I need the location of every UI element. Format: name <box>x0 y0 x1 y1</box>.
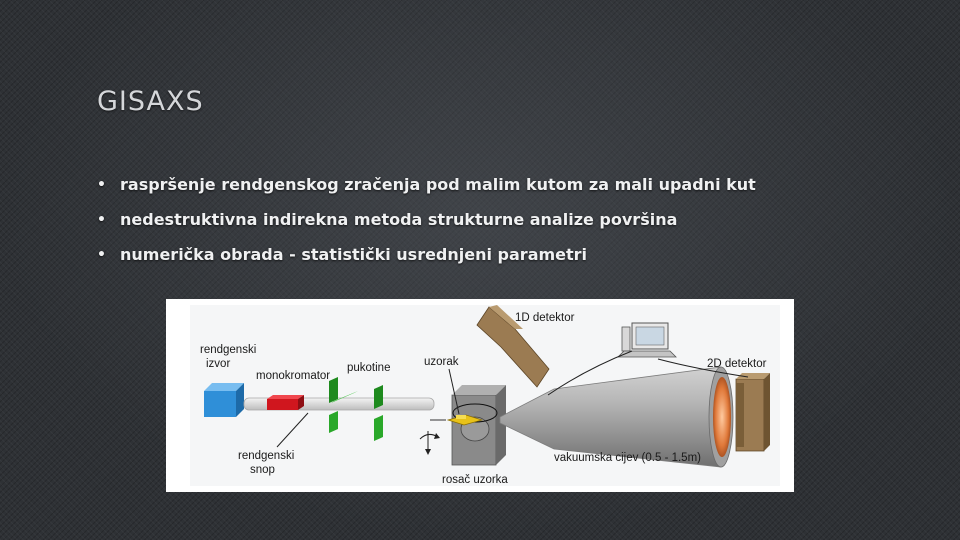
bullet-text: raspršenje rendgenskog zračenja pod malim kutom za mali upadni kut <box>120 175 756 194</box>
detector-2d-icon <box>736 373 770 451</box>
label-xray-source-line1: rendgenski <box>200 344 257 356</box>
bullet-list <box>97 170 756 275</box>
bullet-item <box>97 240 756 275</box>
bullet-text: nedestruktivna indirekna metoda strukturne analize površina <box>120 210 678 229</box>
monochromator-icon <box>267 395 304 410</box>
xray-source-icon <box>204 383 244 417</box>
label-sample-holder: rosač uzorka <box>442 474 508 486</box>
bullet-dot-icon: • <box>97 247 106 263</box>
computer-icon <box>618 323 676 357</box>
bullet-dot-icon: • <box>97 212 106 228</box>
label-monochromator: monokromator <box>256 370 331 382</box>
label-beam-line1: rendgenski <box>238 450 295 462</box>
bullet-item <box>97 205 756 240</box>
bullet-text: numerička obrada - statistički usrednjeni parametri <box>120 245 588 264</box>
label-slits: pukotine <box>347 362 391 374</box>
label-sample: uzorak <box>424 356 459 368</box>
sample-holder-icon <box>452 385 506 465</box>
bullet-dot-icon: • <box>97 177 106 193</box>
label-detector-1d: 1D detektor <box>515 312 575 324</box>
gisaxs-setup-diagram <box>166 299 794 492</box>
label-detector-2d: 2D detektor <box>707 358 767 370</box>
label-vacuum-tube: vakuumska cijev (0.5 - 1.5m) <box>554 452 701 464</box>
label-xray-source-line2: izvor <box>206 358 231 370</box>
bullet-item <box>97 170 756 205</box>
slide-title: GISAXS <box>97 86 204 117</box>
diagram-canvas <box>166 299 794 492</box>
label-beam-line2: snop <box>250 464 275 476</box>
